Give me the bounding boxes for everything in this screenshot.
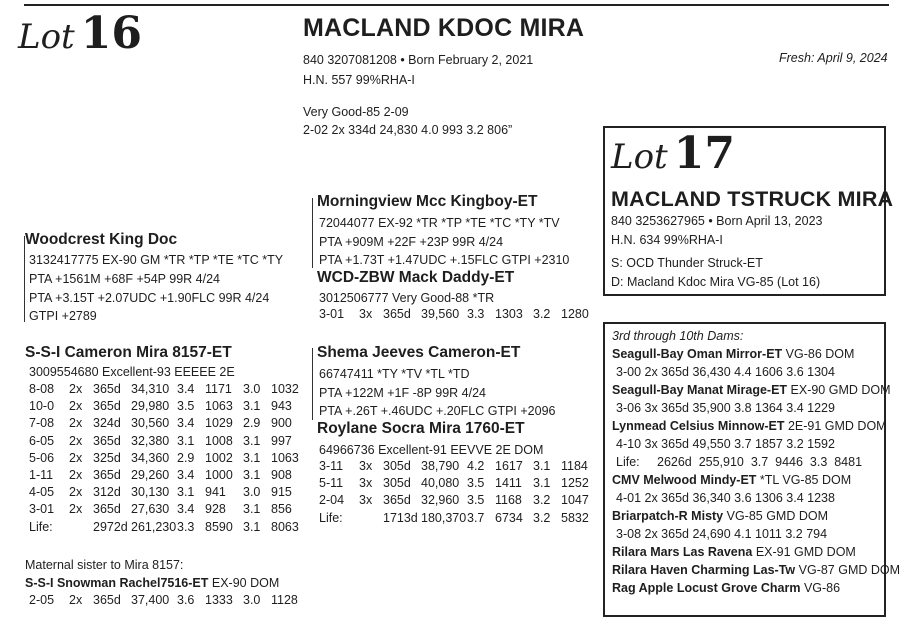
record-cell: 6-05 bbox=[29, 433, 55, 448]
maternal-granddam-name: Roylane Socra Mira 1760-ET bbox=[317, 420, 525, 437]
record-row bbox=[319, 510, 597, 527]
lot-16-title: MACLAND KDOC MIRA bbox=[303, 14, 585, 42]
sire-name: Woodcrest King Doc bbox=[25, 231, 178, 248]
record-cell: 40,080 bbox=[421, 476, 460, 491]
record-cell: 1029 bbox=[205, 416, 233, 431]
record-row bbox=[29, 467, 307, 484]
dam-name: Rilara Mars Las Ravena bbox=[612, 545, 753, 559]
record-cell: 3.5 bbox=[467, 476, 485, 491]
record-cell: 856 bbox=[271, 502, 292, 517]
dam-records-table bbox=[29, 381, 307, 536]
record-cell: 4.2 bbox=[467, 459, 485, 473]
record-cell: 324d bbox=[93, 416, 121, 431]
lot-16-label bbox=[18, 8, 142, 59]
top-rule bbox=[24, 4, 889, 6]
record-cell: 1000 bbox=[205, 467, 233, 482]
record-cell: 3.1 bbox=[533, 459, 551, 473]
dam-record: 3-08 2x 365d 24,690 4.1 1011 3.2 794 bbox=[616, 527, 828, 541]
record-cell: 365d bbox=[383, 493, 411, 508]
record-row bbox=[29, 381, 307, 398]
dam-entry: CMV Melwood Mindy-ET *TL VG-85 DOM bbox=[612, 473, 852, 487]
record-row: 3-01 3x 365d 39,560 3.3 1303 3.2 1280 bbox=[319, 307, 589, 321]
lot-16-record: 2-02 2x 334d 24,830 4.0 993 3.2 806” bbox=[303, 123, 513, 137]
lot-17-sire: S: OCD Thunder Struck-ET bbox=[611, 256, 763, 270]
record-cell: 1171 bbox=[205, 382, 232, 396]
record-cell: 3x bbox=[359, 459, 373, 473]
record-cell: 915 bbox=[271, 485, 292, 500]
dam-entry: Rilara Mars Las Ravena EX-91 GMD DOM bbox=[612, 545, 856, 559]
record-cell: 180,370 bbox=[421, 510, 467, 525]
lot-16-classification: Very Good-85 2-09 bbox=[303, 105, 409, 119]
record-cell: 2x bbox=[69, 450, 83, 465]
record-cell: 941 bbox=[205, 485, 226, 500]
record-cell: 908 bbox=[271, 467, 292, 482]
grandsire-info-line: PTA +909M +22F +23P 99R 4/24 bbox=[319, 235, 504, 249]
record-cell: 1252 bbox=[561, 476, 589, 491]
dam-entry: Seagull-Bay Manat Mirage-ET EX-90 GMD DOM bbox=[612, 383, 891, 397]
record-cell: 4-05 bbox=[29, 485, 55, 500]
lot-17-herd-number: H.N. 634 99%RHA-I bbox=[611, 233, 723, 247]
record-cell: 2x bbox=[69, 382, 83, 396]
maternal-sister-name: S-S-I Snowman Rachel7516-ET bbox=[25, 576, 209, 590]
record-row: 2-05 2x 365d 37,400 3.6 1333 3.0 1128 bbox=[29, 593, 298, 607]
dam-registration: 3009554680 Excellent-93 EEEEE 2E bbox=[29, 365, 235, 379]
record-cell: 2.9 bbox=[243, 416, 261, 431]
record-cell: 325d bbox=[93, 450, 121, 465]
record-cell: 261,230 bbox=[131, 519, 177, 534]
record-cell: 2-04 bbox=[319, 493, 345, 508]
record-cell: 312d bbox=[93, 485, 121, 500]
pedigree-bracket bbox=[24, 236, 25, 322]
lot-number: 16 bbox=[80, 8, 142, 59]
record-cell: 3.2 bbox=[533, 510, 551, 525]
record-cell: 3x bbox=[359, 493, 373, 508]
maternal-grandsire-info: PTA +122M +1F -8P 99R 4/24 bbox=[319, 386, 486, 400]
record-cell: 8590 bbox=[205, 519, 233, 534]
dam-name: Briarpatch-R Misty bbox=[612, 509, 724, 523]
record-cell: 1184 bbox=[561, 459, 588, 473]
record-cell: 3.1 bbox=[243, 502, 261, 517]
record-cell: 943 bbox=[271, 399, 292, 414]
record-cell: Life: bbox=[29, 519, 53, 534]
sire-info-line: PTA +3.15T +2.07UDC +1.90FLC 99R 4/24 bbox=[29, 291, 270, 305]
record-cell: 1-11 bbox=[29, 467, 54, 482]
record-cell: 7-08 bbox=[29, 416, 55, 431]
lot-17-dam: D: Macland Kdoc Mira VG-85 (Lot 16) bbox=[611, 275, 821, 289]
record-cell: 2x bbox=[69, 502, 83, 517]
record-cell: 3.0 bbox=[243, 485, 261, 500]
record-cell: 2x bbox=[69, 467, 83, 482]
granddam-record bbox=[319, 306, 597, 323]
record-cell: 365d bbox=[93, 433, 121, 448]
record-cell: 5-11 bbox=[319, 476, 344, 491]
maternal-grandsire-info: PTA +.26T +.46UDC +.20FLC GTPI +2096 bbox=[319, 404, 556, 418]
dam-name: S-S-I Cameron Mira 8157-ET bbox=[25, 344, 232, 361]
record-row bbox=[29, 450, 307, 467]
paternal-granddam-name: WCD-ZBW Mack Daddy-ET bbox=[317, 269, 515, 286]
record-row bbox=[29, 415, 307, 432]
maternal-granddam-registration: 64966736 Excellent-91 EEVVE 2E DOM bbox=[319, 443, 544, 457]
record-cell: 8063 bbox=[271, 519, 299, 534]
record-row bbox=[29, 519, 307, 536]
record-cell: 1032 bbox=[271, 382, 299, 396]
lot-17-title: MACLAND TSTRUCK MIRA bbox=[611, 187, 894, 211]
paternal-grandsire-name: Morningview Mcc Kingboy-ET bbox=[317, 193, 538, 210]
record-cell: 3.4 bbox=[177, 467, 195, 482]
record-cell: 3.1 bbox=[243, 399, 261, 414]
record-cell: 3.1 bbox=[243, 519, 261, 534]
pedigree-bracket bbox=[312, 348, 313, 420]
record-cell: 3.1 bbox=[533, 476, 551, 491]
record-cell: 365d bbox=[93, 399, 121, 414]
dam-record: 4-10 3x 365d 49,550 3.7 1857 3.2 1592 bbox=[616, 437, 835, 451]
record-cell: 365d bbox=[93, 502, 121, 517]
record-row bbox=[29, 484, 307, 501]
maternal-grandsire-info: 66747411 *TY *TV *TL *TD bbox=[319, 367, 470, 381]
dam-name: Seagull-Bay Oman Mirror-ET bbox=[612, 347, 783, 361]
record-cell: 2x bbox=[69, 433, 83, 448]
record-cell: 3.4 bbox=[177, 502, 195, 517]
record-cell: 3.1 bbox=[177, 433, 195, 448]
record-cell: 3-01 bbox=[29, 502, 55, 517]
maternal-sister-classification: EX-90 DOM bbox=[208, 576, 280, 590]
dams-box-heading: 3rd through 10th Dams: bbox=[612, 329, 744, 343]
dam-entry: Briarpatch-R Misty VG-85 GMD DOM bbox=[612, 509, 829, 523]
record-cell: 3.1 bbox=[177, 485, 195, 500]
record-cell: 5832 bbox=[561, 510, 589, 525]
record-cell: 1063 bbox=[271, 450, 299, 465]
record-cell: 27,630 bbox=[131, 502, 170, 517]
dam-record: 4-01 2x 365d 36,340 3.6 1306 3.4 1238 bbox=[616, 491, 835, 505]
record-cell: 3.4 bbox=[177, 382, 195, 396]
dam-lifetime-record: Life: 2626d 255,910 3.7 9446 3.3 8481 bbox=[616, 455, 863, 469]
record-cell: 928 bbox=[205, 502, 226, 517]
record-cell: 8-08 bbox=[29, 382, 55, 396]
record-cell: 3.4 bbox=[177, 416, 195, 431]
dam-entry: Seagull-Bay Oman Mirror-ET VG-86 DOM bbox=[612, 347, 855, 361]
record-cell: 3.2 bbox=[533, 493, 551, 508]
record-cell: 305d bbox=[383, 459, 411, 473]
granddam-registration: 3012506777 Very Good-88 *TR bbox=[319, 291, 495, 305]
maternal-sister bbox=[25, 575, 279, 591]
record-cell: 34,310 bbox=[131, 382, 170, 396]
record-cell: 2x bbox=[69, 416, 83, 431]
lot-number: 17 bbox=[673, 128, 735, 179]
sire-info-line: GTPI +2789 bbox=[29, 309, 97, 323]
record-cell: 30,560 bbox=[131, 416, 170, 431]
record-row bbox=[29, 433, 307, 450]
lot-17-registration: 840 3253627965 • Born April 13, 2023 bbox=[611, 214, 823, 228]
record-cell: 3.5 bbox=[177, 399, 195, 414]
record-cell: 38,790 bbox=[421, 459, 460, 473]
record-cell: 3.7 bbox=[467, 510, 485, 525]
record-cell: 3.5 bbox=[467, 493, 485, 508]
dam-name: Seagull-Bay Manat Mirage-ET bbox=[612, 383, 788, 397]
record-cell: 32,960 bbox=[421, 493, 460, 508]
record-row bbox=[319, 475, 597, 492]
record-cell: 2x bbox=[69, 485, 83, 500]
record-cell: 1617 bbox=[495, 459, 523, 473]
record-row bbox=[319, 458, 597, 475]
record-cell: 29,980 bbox=[131, 399, 170, 414]
record-cell: 997 bbox=[271, 433, 292, 448]
pedigree-bracket bbox=[312, 198, 313, 268]
fresh-date: Fresh: April 9, 2024 bbox=[779, 51, 888, 65]
record-cell: 3.1 bbox=[243, 450, 261, 465]
maternal-grandsire-name: Shema Jeeves Cameron-ET bbox=[317, 344, 521, 361]
grandsire-info-line: PTA +1.73T +1.47UDC +.15FLC GTPI +2310 bbox=[319, 253, 570, 267]
record-cell: 1411 bbox=[495, 476, 522, 491]
record-cell: 2972d bbox=[93, 519, 128, 534]
maternal-granddam-records bbox=[319, 458, 597, 527]
record-cell: 1063 bbox=[205, 399, 233, 414]
lot-16-registration: 840 3207081208 • Born February 2, 2021 bbox=[303, 53, 534, 67]
record-cell: 5-06 bbox=[29, 450, 55, 465]
record-cell: 1047 bbox=[561, 493, 589, 508]
dam-entry: Rilara Haven Charming Las-Tw VG-87 GMD DOM bbox=[612, 563, 901, 577]
dam-name: Rag Apple Locust Grove Charm bbox=[612, 581, 801, 595]
lot-word: Lot bbox=[18, 17, 75, 57]
record-cell: 29,260 bbox=[131, 467, 170, 482]
record-cell: 1713d bbox=[383, 510, 418, 525]
record-cell: 365d bbox=[93, 382, 121, 396]
dam-name: Lynmead Celsius Minnow-ET bbox=[612, 419, 785, 433]
dam-name: Rilara Haven Charming Las-Tw bbox=[612, 563, 796, 577]
dam-name: CMV Melwood Mindy-ET bbox=[612, 473, 757, 487]
record-cell: 365d bbox=[93, 467, 121, 482]
record-cell: 2x bbox=[69, 399, 83, 414]
record-cell: 1002 bbox=[205, 450, 233, 465]
maternal-sister-heading: Maternal sister to Mira 8157: bbox=[25, 558, 184, 572]
dam-entry: Lynmead Celsius Minnow-ET 2E-91 GMD DOM bbox=[612, 419, 887, 433]
maternal-sister-record bbox=[29, 592, 307, 609]
dam-record: 3-00 2x 365d 36,430 4.4 1606 3.6 1304 bbox=[616, 365, 835, 379]
record-cell: 1168 bbox=[495, 493, 522, 508]
lot-word: Lot bbox=[611, 137, 668, 177]
lot-17-label bbox=[611, 128, 735, 179]
lot-16-herd-number: H.N. 557 99%RHA-I bbox=[303, 73, 415, 87]
record-cell: 3-11 bbox=[319, 459, 344, 473]
record-cell: 34,360 bbox=[131, 450, 170, 465]
dam-record: 3-06 3x 365d 35,900 3.8 1364 3.4 1229 bbox=[616, 401, 835, 415]
record-cell: 32,380 bbox=[131, 433, 170, 448]
grandsire-info-line: 72044077 EX-92 *TR *TP *TE *TC *TY *TV bbox=[319, 216, 560, 230]
record-row bbox=[319, 492, 597, 509]
record-row bbox=[29, 501, 307, 518]
record-cell: 3x bbox=[359, 476, 373, 491]
record-cell: 3.1 bbox=[243, 467, 261, 482]
sire-info-line: 3132417775 EX-90 GM *TR *TP *TE *TC *TY bbox=[29, 253, 284, 267]
record-cell: 1008 bbox=[205, 433, 233, 448]
record-row bbox=[29, 398, 307, 415]
record-cell: 30,130 bbox=[131, 485, 170, 500]
record-cell: 3.1 bbox=[243, 433, 261, 448]
record-cell: 305d bbox=[383, 476, 411, 491]
record-cell: 10-0 bbox=[29, 399, 55, 414]
record-cell: 3.0 bbox=[243, 382, 261, 396]
sire-info-line: PTA +1561M +68F +54P 99R 4/24 bbox=[29, 272, 220, 286]
record-cell: Life: bbox=[319, 510, 343, 525]
record-cell: 3.3 bbox=[177, 519, 195, 534]
record-cell: 6734 bbox=[495, 510, 523, 525]
record-cell: 2.9 bbox=[177, 450, 195, 465]
dam-entry: Rag Apple Locust Grove Charm VG-86 bbox=[612, 581, 841, 595]
record-cell: 900 bbox=[271, 416, 292, 431]
